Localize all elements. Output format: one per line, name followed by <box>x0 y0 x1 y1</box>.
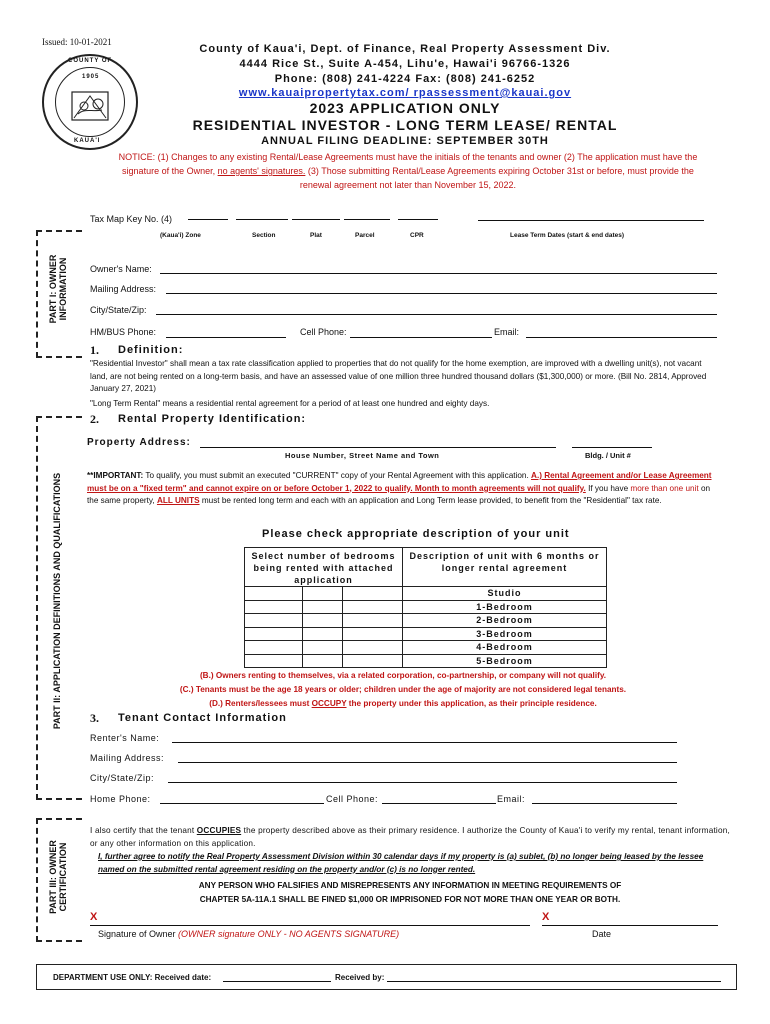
signature-date-field[interactable] <box>542 925 718 926</box>
seal-year: 1905 <box>82 74 100 80</box>
renter-home-phone-label: Home Phone: <box>90 794 151 804</box>
table-row <box>245 654 607 668</box>
agreement-text: I, further agree to notify the Real Property Assessment Division within 30 calendar days if my property is (a) sublet, (b) no longer being leased by the lessee named on the submitted rental agreement residing on the property and/or (c) is no longer rented. <box>98 852 704 874</box>
unit-label: 2-Bedroom <box>403 614 607 628</box>
col-description-header: Description of unit with 6 months or longer rental agreement <box>403 548 607 587</box>
definition-text-2: "Long Term Rental" means a residential rental agreement for a period of at least one hundred and eighty days. <box>90 399 490 408</box>
unit-checkbox-a[interactable] <box>245 654 303 668</box>
unit-label: 4-Bedroom <box>403 641 607 655</box>
unit-checkbox-a[interactable] <box>245 614 303 628</box>
table-row <box>245 587 607 601</box>
seal-bottom-text: KAUA'I <box>74 138 101 144</box>
unit-label: 5-Bedroom <box>403 654 607 668</box>
date-x-mark: X <box>542 911 550 923</box>
property-address-field[interactable] <box>200 447 556 448</box>
renter-name-label: Renter's Name: <box>90 733 160 743</box>
note-d: (D.) Renters/lessees must OCCUPY the property under this application, as their principle residence. <box>209 699 597 708</box>
county-seal <box>42 54 138 150</box>
col-bedrooms-header: Select number of bedrooms being rented with attached application <box>245 548 403 587</box>
table-row <box>245 614 607 628</box>
issued-date: Issued: 10-01-2021 <box>42 37 112 47</box>
certification-text: I also certify that the tenant OCCUPIES the property described above as their primary residence. I authorize the County of Kaua'i to verify my rental, tenant information, or any other information on this application. <box>90 826 730 848</box>
unit-checkbox-a[interactable] <box>245 641 303 655</box>
table-row <box>245 600 607 614</box>
part1-label: PART I: OWNER INFORMATION <box>48 254 68 324</box>
lease-term-input[interactable] <box>478 220 704 221</box>
unit-checkbox-c[interactable] <box>343 654 403 668</box>
part2-label: PART II: APPLICATION DEFINITIONS AND QUALIFICATIONS <box>52 472 62 730</box>
unit-checkbox-b[interactable] <box>303 627 343 641</box>
definition-text-1: "Residential Investor" shall mean a tax rate classification applied to properties that do not qualify for the home exemption, are improved with a dwelling unit(s), not vacant land, are not being rented on a long-term basis, and have an assessed value of one million three hundred thousand dollars ($1,300,000) or more. (Bill No. 2814, Approved January 27, 2021) <box>90 359 707 393</box>
owner-mailing-field[interactable] <box>166 293 717 294</box>
owner-email-field[interactable] <box>526 337 717 338</box>
unit-checkbox-b[interactable] <box>303 600 343 614</box>
bldg-caption: Bldg. / Unit # <box>585 451 631 460</box>
owner-name-field[interactable] <box>160 273 717 274</box>
tmk-caption-parcel: Parcel <box>355 232 375 239</box>
signature-label: Signature of Owner (OWNER signature ONLY - NO AGENTS SIGNATURE) <box>98 929 400 939</box>
unit-checkbox-a[interactable] <box>245 600 303 614</box>
owner-email-label: Email: <box>494 327 520 337</box>
property-address-label: Property Address: <box>87 437 191 448</box>
bldg-unit-field[interactable] <box>572 447 652 448</box>
renter-cell-label: Cell Phone: <box>326 794 379 804</box>
unit-checkbox-a[interactable] <box>245 627 303 641</box>
notice: NOTICE: (1) Changes to any existing Rental/Lease Agreements must have the initials of the tenants and owner (2) The application must have the signature of the Owner, no agents' signatures. (3) Those submitting Rental/Lease Agreements expiring October 31st or before, must provide the renewal agreement not later than November 15, 2022. <box>118 152 698 190</box>
website-email-link[interactable]: www.kauaipropertytax.com/ rpassessment@kauai.gov <box>238 87 572 99</box>
unit-checkbox-b[interactable] <box>303 641 343 655</box>
rental-id-heading: Rental Property Identification: <box>118 413 307 425</box>
unit-checkbox-b[interactable] <box>303 587 343 601</box>
unit-checkbox-b[interactable] <box>303 614 343 628</box>
unit-label: 1-Bedroom <box>403 600 607 614</box>
renter-email-field[interactable] <box>532 803 677 804</box>
owner-name-label: Owner's Name: <box>90 264 152 274</box>
unit-checkbox-a[interactable] <box>245 587 303 601</box>
received-by-label: Received by: <box>335 973 385 982</box>
owner-cell-label: Cell Phone: <box>300 327 347 337</box>
table-row <box>245 641 607 655</box>
renter-email-label: Email: <box>497 794 526 804</box>
unit-checkbox-c[interactable] <box>343 614 403 628</box>
renter-city-field[interactable] <box>168 782 677 783</box>
owner-city-field[interactable] <box>156 314 717 315</box>
check-unit-heading: Please check appropriate description of your unit <box>262 528 570 540</box>
unit-checkbox-c[interactable] <box>343 627 403 641</box>
tenant-number: 3. <box>90 711 99 725</box>
important-notice: **IMPORTANT: To qualify, you must submit an executed "CURRENT" copy of your Rental Agreement with this application. A.) Rental Agreement and/or Lease Agreement must be on a "fixed term" and cannot expire on or before October 1, 2022 to qualify. Month to month agreements will not qualify. If you have more than one unit on the same property, ALL UNITS must be rented long term and each with an application and Long Term lease provided, to benefit from the "Residential" tax rate. <box>87 471 712 505</box>
renter-mailing-field[interactable] <box>178 762 677 763</box>
header-line-2: 4444 Rice St., Suite A-454, Lihu'e, Hawai'i 96766-1326 <box>239 58 571 70</box>
penalty-line-2: CHAPTER 5A-11A.1 SHALL BE FINED $1,000 OR IMPRISONED FOR NOT MORE THAN ONE YEAR OR BOTH. <box>199 895 621 904</box>
received-by-field[interactable] <box>387 981 721 982</box>
renter-home-phone-field[interactable] <box>160 803 324 804</box>
owner-phone-field[interactable] <box>166 337 286 338</box>
department-use-box <box>36 964 737 990</box>
note-b: (B.) Owners renting to themselves, via a related corporation, co-partnership, or company will not qualify. <box>199 671 607 680</box>
renter-city-label: City/State/Zip: <box>90 773 155 783</box>
lease-term-caption: Lease Term Dates (start & end dates) <box>510 232 625 239</box>
part3-label: PART III: OWNER CERTIFICATION <box>48 840 68 914</box>
form-title-1: 2023 APPLICATION ONLY <box>309 100 501 116</box>
form-title-2: RESIDENTIAL INVESTOR - LONG TERM LEASE/ RENTAL <box>192 117 618 133</box>
owner-mailing-label: Mailing Address: <box>90 284 157 294</box>
definition-number: 1. <box>90 343 99 357</box>
rental-id-number: 2. <box>90 412 99 426</box>
tmk-input[interactable] <box>188 207 438 221</box>
filing-deadline: ANNUAL FILING DEADLINE: SEPTEMBER 30TH <box>261 135 549 147</box>
renter-name-field[interactable] <box>172 742 677 743</box>
unit-label: Studio <box>403 587 607 601</box>
unit-checkbox-b[interactable] <box>303 654 343 668</box>
owner-city-label: City/State/Zip: <box>90 305 147 315</box>
unit-table <box>244 547 607 668</box>
renter-cell-field[interactable] <box>382 803 496 804</box>
received-date-label: DEPARTMENT USE ONLY: Received date: <box>53 973 212 982</box>
tmk-caption-plat: Plat <box>310 232 322 239</box>
address-caption: House Number, Street Name and Town <box>285 451 440 460</box>
tmk-label: Tax Map Key No. (4) <box>90 214 173 224</box>
tenant-heading: Tenant Contact Information <box>118 712 287 724</box>
unit-label: 3-Bedroom <box>403 627 607 641</box>
owner-cell-field[interactable] <box>350 337 492 338</box>
table-row <box>245 627 607 641</box>
tmk-caption-zone: (Kaua'i) Zone <box>160 232 201 239</box>
note-c: (C.) Tenants must be the age 18 years or older; children under the age of majority are not considered legal tenants. <box>179 685 627 694</box>
renter-mailing-label: Mailing Address: <box>90 753 165 763</box>
unit-checkbox-c[interactable] <box>343 641 403 655</box>
date-label: Date <box>592 929 612 939</box>
signature-x-mark: X <box>90 911 98 923</box>
tmk-caption-cpr: CPR <box>410 232 424 239</box>
header-line-3: Phone: (808) 241-4224 Fax: (808) 241-6252 <box>274 73 536 85</box>
seal-top-text: COUNTY OF <box>68 58 113 64</box>
header-line-1: County of Kaua'i, Dept. of Finance, Real Property Assessment Div. <box>199 43 611 55</box>
tmk-caption-section: Section <box>252 232 276 239</box>
owner-signature-field[interactable] <box>90 925 530 926</box>
penalty-line-1: ANY PERSON WHO FALSIFIES AND MISREPRESENTS ANY INFORMATION IN MEETING REQUIREMENTS OF <box>198 881 622 890</box>
received-date-field[interactable] <box>223 981 331 982</box>
definition-heading: Definition: <box>118 344 184 356</box>
unit-checkbox-c[interactable] <box>343 600 403 614</box>
owner-phone-label: HM/BUS Phone: <box>90 327 157 337</box>
seal-emblem-icon <box>44 56 136 148</box>
unit-checkbox-c[interactable] <box>343 587 403 601</box>
